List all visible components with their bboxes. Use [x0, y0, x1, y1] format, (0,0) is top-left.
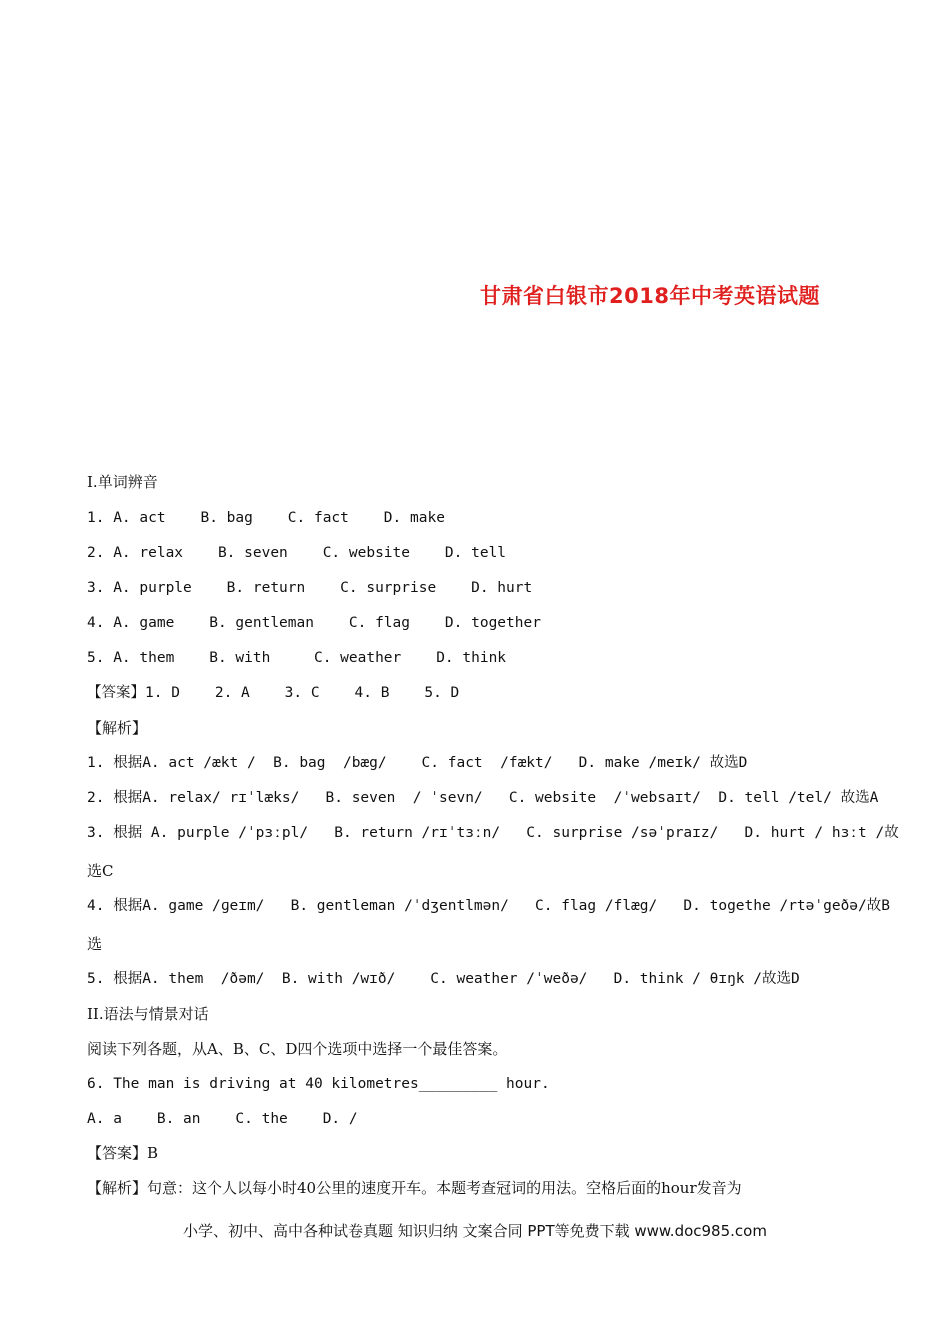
section-heading-2: II.语法与情景对话: [87, 1005, 209, 1023]
analysis-line-3-cont: 选C: [87, 862, 114, 880]
page-footer: 小学、初中、高中各种试卷真题 知识归纳 文案合同 PPT等免费下载 www.doc985.com: [183, 1222, 767, 1240]
question-line-3: 3. A. purple B. return C. surprise D. hurt: [87, 580, 533, 596]
question-6-analysis: 【解析】句意：这个人以每小时40公里的速度开车。本题考查冠词的用法。空格后面的hour发音为: [87, 1179, 742, 1197]
question-6: 6. The man is driving at 40 kilometres_________ hour.: [87, 1076, 550, 1092]
question-6-options: A. a B. an C. the D. /: [87, 1111, 358, 1127]
analysis-line-4-cont: 选: [87, 935, 103, 953]
analysis-line-3: 3. 根据 A. purple /ˈpɜːpl/ B. return /rɪˈtɜːn/ C. surprise /səˈpraɪz/ D. hurt / hɜːt /故: [87, 825, 899, 841]
answer-line: 【答案】1. D 2. A 3. C 4. B 5. D: [87, 685, 460, 701]
question-line-4: 4. A. game B. gentleman C. flag D. together: [87, 615, 541, 631]
question-line-5: 5. A. them B. with C. weather D. think: [87, 650, 507, 666]
question-6-answer: 【答案】B: [87, 1144, 159, 1162]
analysis-line-1: 1. 根据A. act /ækt / B. bag /bæg/ C. fact /fækt/ D. make /meɪk/ 故选D: [87, 755, 748, 771]
instructions: 阅读下列各题，从A、B、C、D四个选项中选择一个最佳答案。: [87, 1040, 508, 1058]
document-title: 甘肃省白银市2018年中考英语试题: [480, 284, 820, 308]
analysis-line-5: 5. 根据A. them /ðəm/ B. with /wɪð/ C. weather /ˈweðə/ D. think / θɪŋk /故选D: [87, 971, 800, 987]
analysis-line-4: 4. 根据A. game /ɡeɪm/ B. gentleman /ˈdʒentlmən/ C. flag /flæg/ D. togethe /rtəˈgeðə/故B: [87, 898, 890, 914]
analysis-heading: 【解析】: [87, 719, 148, 737]
question-line-2: 2. A. relax B. seven C. website D. tell: [87, 545, 507, 561]
section-heading-1: I.单词辨音: [87, 473, 158, 491]
question-line-1: 1. A. act B. bag C. fact D. make: [87, 510, 445, 526]
analysis-line-2: 2. 根据A. relax/ rɪˈlæks/ B. seven / ˈsevn/ C. website /ˈwebsaɪt/ D. tell /tel/ 故选A: [87, 790, 879, 806]
